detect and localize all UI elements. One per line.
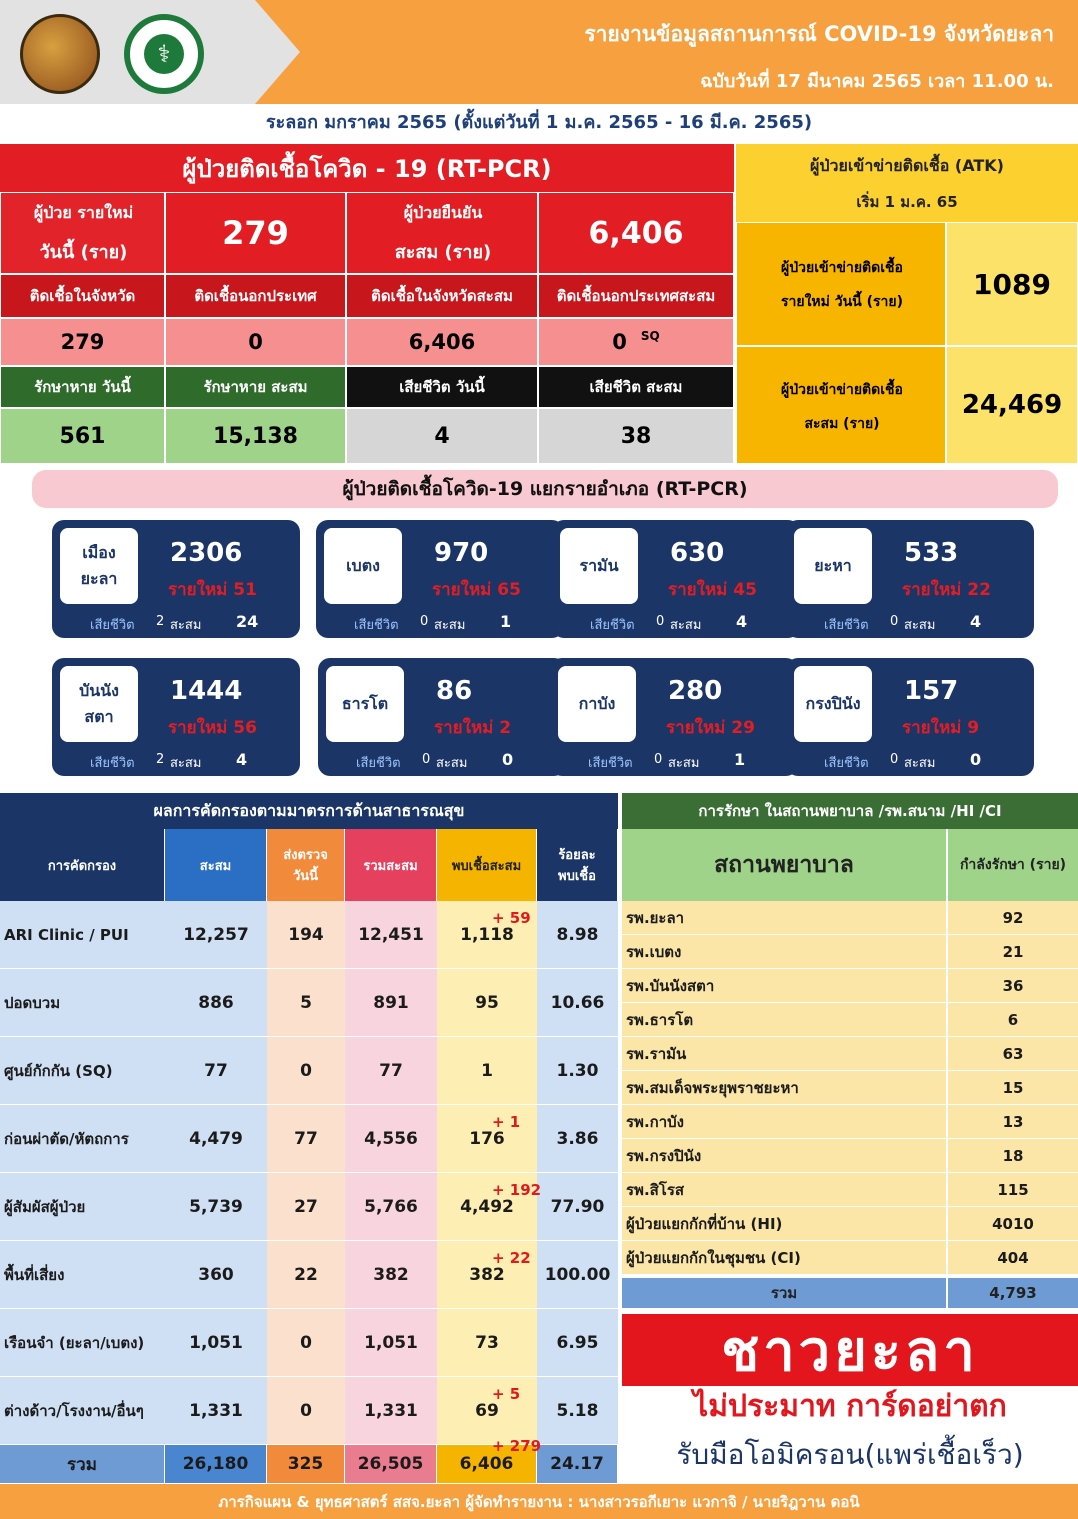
screening-total-pct: 24.17: [537, 1445, 618, 1483]
death-cum-value: 38: [538, 408, 734, 464]
district-death-today: 2: [156, 614, 165, 629]
district-death-today: 2: [156, 752, 165, 767]
district-new-cases: รายใหม่ 2: [434, 718, 512, 738]
district-death-label: เสียชีวิต: [824, 618, 869, 633]
district-death-label: เสียชีวิต: [354, 618, 399, 633]
district-cum-label: สะสม: [904, 618, 936, 633]
screening-new-found: + 192: [492, 1181, 542, 1199]
atk-new-value: 1089: [946, 222, 1078, 346]
slogan-headline: ชาวยะลา: [622, 1314, 1078, 1386]
district-death-label: เสียชีวิต: [90, 756, 135, 771]
district-total: 157: [904, 676, 959, 706]
district-new-cases: รายใหม่ 45: [668, 580, 757, 600]
district-death-label: เสียชีวิต: [590, 618, 635, 633]
screening-header: ร้อยละ พบเชื้อ: [537, 829, 618, 901]
district-total: 533: [904, 538, 959, 568]
treatment-count: 115: [946, 1173, 1078, 1207]
screening-header: รวมสะสม: [345, 829, 437, 901]
province-seal-logo: [20, 14, 100, 94]
new-cases-unit: วันนี้ (ราย): [39, 242, 128, 263]
death-cum-label: เสียชีวิต สะสม: [538, 366, 734, 408]
treatment-count: 36: [946, 969, 1078, 1003]
screening-new-found: + 59: [492, 909, 531, 927]
atk-cum-unit: สะสม (ราย): [804, 416, 880, 432]
treatment-title: การรักษา ในสถานพยาบาล /รพ.สนาม /HI /CI: [622, 793, 1078, 829]
sub-value-abroad-cum: 0: [612, 330, 627, 354]
treatment-facility: รพ.รามัน: [622, 1037, 946, 1071]
sub-value-abroad: 0: [165, 318, 346, 366]
rtpcr-title: ผู้ป่วยติดเชื้อโควิด - 19 (RT-PCR): [0, 144, 734, 192]
district-card: [52, 520, 300, 638]
district-death-label: เสียชีวิต: [588, 756, 633, 771]
sub-value-local-cum: 6,406: [346, 318, 538, 366]
screening-cell-total: 5,766: [345, 1173, 437, 1241]
district-death-label: เสียชีวิต: [90, 618, 135, 633]
screening-cell-found: 69: [437, 1377, 537, 1445]
district-cum-label: สะสม: [436, 756, 468, 771]
treatment-count: 21: [946, 935, 1078, 969]
screening-cell-total: 12,451: [345, 901, 437, 969]
screening-total-cum: 26,180: [165, 1445, 267, 1483]
treatment-col-facility: สถานพยาบาล: [622, 829, 946, 901]
atk-new-label: ผู้ป่วยเข้าข่ายติดเชื้อ: [781, 260, 903, 276]
screening-cell-total: 891: [345, 969, 437, 1037]
cumulative-unit: สะสม (ราย): [394, 242, 492, 263]
district-death-cum: 0: [970, 750, 982, 769]
footer-credits: ภารกิจแผน & ยุทธศาสตร์ สสจ.ยะลา ผู้จัดทำรายงาน : นางสาวรอกีเยาะ แวกาจิ / นายริฎวาน ดอนิ: [0, 1484, 1078, 1519]
screening-header: การคัดกรอง: [0, 829, 165, 901]
treatment-facility: ผู้ป่วยแยกกักที่บ้าน (HI): [622, 1207, 946, 1241]
screening-total-found: 6,406: [437, 1445, 537, 1483]
district-name: บันนัง สตา: [60, 666, 138, 742]
treatment-facility: รพ.เบตง: [622, 935, 946, 969]
district-name: เบตง: [324, 528, 402, 604]
treatment-count: 92: [946, 901, 1078, 935]
new-cases-label-box: [0, 192, 165, 274]
screening-cell-pct: 5.18: [537, 1377, 618, 1445]
atk-title: ผู้ป่วยเข้าข่ายติดเชื้อ (ATK): [810, 156, 1004, 175]
district-death-cum: 4: [736, 612, 748, 631]
treatment-facility: รพ.สิโรส: [622, 1173, 946, 1207]
screening-cell-pct: 3.86: [537, 1105, 618, 1173]
district-cum-label: สะสม: [670, 618, 702, 633]
treatment-count: 15: [946, 1071, 1078, 1105]
screening-cell-name: เรือนจำ (ยะลา/เบตง): [0, 1309, 165, 1377]
treatment-facility: รพ.ธารโต: [622, 1003, 946, 1037]
screening-new-found: + 22: [492, 1249, 531, 1267]
treatment-col-count: กำลังรักษา (ราย): [946, 829, 1078, 901]
treatment-facility: ผู้ป่วยแยกกักในชุมชน (CI): [622, 1241, 946, 1275]
screening-cell-pct: 10.66: [537, 969, 618, 1037]
district-death-cum: 1: [500, 612, 512, 631]
district-new-cases: รายใหม่ 51: [168, 580, 257, 600]
screening-cell-found: 176: [437, 1105, 537, 1173]
screening-total-total: 26,505: [345, 1445, 437, 1483]
district-death-today: 0: [422, 752, 431, 767]
district-cum-label: สะสม: [170, 756, 202, 771]
district-death-today: 0: [656, 614, 665, 629]
treatment-facility: รพ.บันนังสตา: [622, 969, 946, 1003]
screening-total-name: รวม: [0, 1445, 165, 1483]
district-name: ธารโต: [326, 666, 404, 742]
screening-cell-pct: 100.00: [537, 1241, 618, 1309]
district-card: [52, 658, 300, 776]
district-section-title: ผู้ป่วยติดเชื้อโควิด-19 แยกรายอำเภอ (RT-PCR): [32, 470, 1058, 508]
treatment-facility: รพ.กรงปินัง: [622, 1139, 946, 1173]
screening-cell-cum: 12,257: [165, 901, 267, 969]
sub-label-local: ติดเชื้อในจังหวัด: [0, 274, 165, 318]
screening-cell-name: ปอดบวม: [0, 969, 165, 1037]
district-death-today: 0: [420, 614, 429, 629]
screening-new-found: + 1: [492, 1113, 521, 1131]
screening-cell-total: 1,331: [345, 1377, 437, 1445]
screening-cell-name: ต่างด้าว/โรงงาน/อื่นๆ: [0, 1377, 165, 1445]
screening-cell-name: ก่อนผ่าตัด/หัตถการ: [0, 1105, 165, 1173]
atk-new-unit: รายใหม่ วันนี้ (ราย): [780, 294, 903, 310]
district-name: กรงปินัง: [794, 666, 872, 742]
district-death-cum: 4: [236, 750, 248, 769]
ministry-of-public-health-logo: ⚕: [124, 14, 204, 94]
district-new-cases: รายใหม่ 22: [902, 580, 991, 600]
sub-value-abroad-cum-box: [538, 318, 734, 366]
screening-cell-found: 95: [437, 969, 537, 1037]
screening-cell-total: 382: [345, 1241, 437, 1309]
screening-cell-cum: 5,739: [165, 1173, 267, 1241]
screening-cell-today: 0: [267, 1377, 345, 1445]
district-cum-label: สะสม: [170, 618, 202, 633]
treatment-count: 18: [946, 1139, 1078, 1173]
screening-cell-today: 194: [267, 901, 345, 969]
report-title: รายงานข้อมูลสถานการณ์ COVID-19 จังหวัดยะลา: [584, 22, 1054, 46]
screening-new-found: + 5: [492, 1385, 521, 1403]
screening-cell-found: 4,492: [437, 1173, 537, 1241]
district-death-today: 0: [890, 752, 899, 767]
district-card: [318, 658, 566, 776]
sub-value-local: 279: [0, 318, 165, 366]
district-total: 280: [668, 676, 723, 706]
death-today-value: 4: [346, 408, 538, 464]
atk-cum-label-box: [736, 346, 946, 464]
district-card: [786, 658, 1034, 776]
cumulative-value: 6,406: [538, 192, 734, 274]
screening-cell-name: ผู้สัมผัสผู้ป่วย: [0, 1173, 165, 1241]
screening-total-new-found: + 279: [492, 1437, 542, 1455]
district-new-cases: รายใหม่ 65: [432, 580, 521, 600]
screening-cell-name: ศูนย์กักกัน (SQ): [0, 1037, 165, 1105]
screening-cell-pct: 6.95: [537, 1309, 618, 1377]
screening-cell-cum: 4,479: [165, 1105, 267, 1173]
district-cum-label: สะสม: [904, 756, 936, 771]
screening-cell-today: 77: [267, 1105, 345, 1173]
district-total: 2306: [170, 538, 243, 568]
district-death-today: 0: [890, 614, 899, 629]
new-cases-value: 279: [165, 192, 346, 274]
district-new-cases: รายใหม่ 9: [902, 718, 980, 738]
screening-header: ส่งตรวจ วันนี้: [267, 829, 345, 901]
district-name: รามัน: [560, 528, 638, 604]
district-name: ยะหา: [794, 528, 872, 604]
screening-cell-today: 27: [267, 1173, 345, 1241]
screening-cell-today: 5: [267, 969, 345, 1037]
district-death-label: เสียชีวิต: [356, 756, 401, 771]
sub-label-local-cum: ติดเชื้อในจังหวัดสะสม: [346, 274, 538, 318]
treatment-total-value: 4,793: [946, 1278, 1078, 1308]
screening-cell-pct: 1.30: [537, 1037, 618, 1105]
atk-cum-value: 24,469: [946, 346, 1078, 464]
district-death-label: เสียชีวิต: [824, 756, 869, 771]
screening-cell-cum: 1,331: [165, 1377, 267, 1445]
atk-new-label-box: [736, 222, 946, 346]
screening-cell-name: พื้นที่เสี่ยง: [0, 1241, 165, 1309]
district-cum-label: สะสม: [434, 618, 466, 633]
atk-cum-label: ผู้ป่วยเข้าข่ายติดเชื้อ: [781, 382, 903, 398]
sub-label-abroad-cum: ติดเชื้อนอกประเทศสะสม: [538, 274, 734, 318]
treatment-total-label: รวม: [622, 1278, 946, 1308]
district-death-today: 0: [654, 752, 663, 767]
death-today-label: เสียชีวิต วันนี้: [346, 366, 538, 408]
recovered-today-label: รักษาหาย วันนี้: [0, 366, 165, 408]
screening-cell-total: 1,051: [345, 1309, 437, 1377]
district-card: [786, 520, 1034, 638]
screening-cell-found: 382: [437, 1241, 537, 1309]
screening-cell-cum: 360: [165, 1241, 267, 1309]
treatment-count: 404: [946, 1241, 1078, 1275]
district-name: กาบัง: [558, 666, 636, 742]
screening-cell-today: 0: [267, 1309, 345, 1377]
screening-cell-cum: 1,051: [165, 1309, 267, 1377]
atk-start: เริ่ม 1 ม.ค. 65: [856, 193, 958, 211]
district-new-cases: รายใหม่ 56: [168, 718, 257, 738]
district-card: [316, 520, 564, 638]
sub-label-abroad: ติดเชื้อนอกประเทศ: [165, 274, 346, 318]
screening-cell-name: ARI Clinic / PUI: [0, 901, 165, 969]
new-cases-label: ผู้ป่วย รายใหม่: [33, 203, 134, 222]
recovered-today-value: 561: [0, 408, 165, 464]
district-cum-label: สะสม: [668, 756, 700, 771]
screening-cell-pct: 77.90: [537, 1173, 618, 1241]
treatment-facility: รพ.กาบัง: [622, 1105, 946, 1139]
screening-cell-cum: 886: [165, 969, 267, 1037]
district-death-cum: 1: [734, 750, 746, 769]
district-total: 970: [434, 538, 489, 568]
district-name: เมือง ยะลา: [60, 528, 138, 604]
district-total: 1444: [170, 676, 243, 706]
screening-header: สะสม: [165, 829, 267, 901]
screening-cell-cum: 77: [165, 1037, 267, 1105]
district-death-cum: 24: [236, 612, 259, 631]
report-period: ระลอก มกราคม 2565 (ตั้งแต่วันที่ 1 ม.ค. 2565 - 16 มี.ค. 2565): [265, 111, 813, 133]
district-death-cum: 4: [970, 612, 982, 631]
treatment-count: 6: [946, 1003, 1078, 1037]
treatment-facility: รพ.สมเด็จพระยุพราชยะหา: [622, 1071, 946, 1105]
district-card: [550, 658, 798, 776]
screening-total-today: 325: [267, 1445, 345, 1483]
recovered-cum-label: รักษาหาย สะสม: [165, 366, 346, 408]
screening-cell-today: 0: [267, 1037, 345, 1105]
cumulative-label-box: [346, 192, 538, 274]
treatment-facility: รพ.ยะลา: [622, 901, 946, 935]
treatment-count: 63: [946, 1037, 1078, 1071]
screening-header: พบเชื้อสะสม: [437, 829, 537, 901]
slogan-line-3: รับมือโอมิครอน(แพร่เชื้อเร็ว): [676, 1438, 1024, 1471]
treatment-count: 13: [946, 1105, 1078, 1139]
district-card: [552, 520, 800, 638]
report-date: ฉบับวันที่ 17 มีนาคม 2565 เวลา 11.00 น.: [700, 71, 1054, 92]
slogan-line-2: ไม่ประมาท การ์ดอย่าตก: [693, 1388, 1007, 1424]
treatment-count: 4010: [946, 1207, 1078, 1241]
sq-note: SQ: [640, 329, 660, 343]
screening-cell-pct: 8.98: [537, 901, 618, 969]
district-total: 630: [670, 538, 725, 568]
screening-title: ผลการคัดกรองตามมาตรการด้านสาธารณสุข: [0, 793, 618, 829]
screening-cell-total: 4,556: [345, 1105, 437, 1173]
district-new-cases: รายใหม่ 29: [666, 718, 755, 738]
district-total: 86: [436, 676, 473, 706]
screening-cell-found: 1: [437, 1037, 537, 1105]
atk-header: [736, 144, 1078, 222]
screening-cell-today: 22: [267, 1241, 345, 1309]
screening-cell-found: 73: [437, 1309, 537, 1377]
screening-cell-total: 77: [345, 1037, 437, 1105]
recovered-cum-value: 15,138: [165, 408, 346, 464]
cumulative-label: ผู้ป่วยยืนยัน: [403, 203, 483, 222]
district-death-cum: 0: [502, 750, 514, 769]
screening-cell-found: 1,118: [437, 901, 537, 969]
